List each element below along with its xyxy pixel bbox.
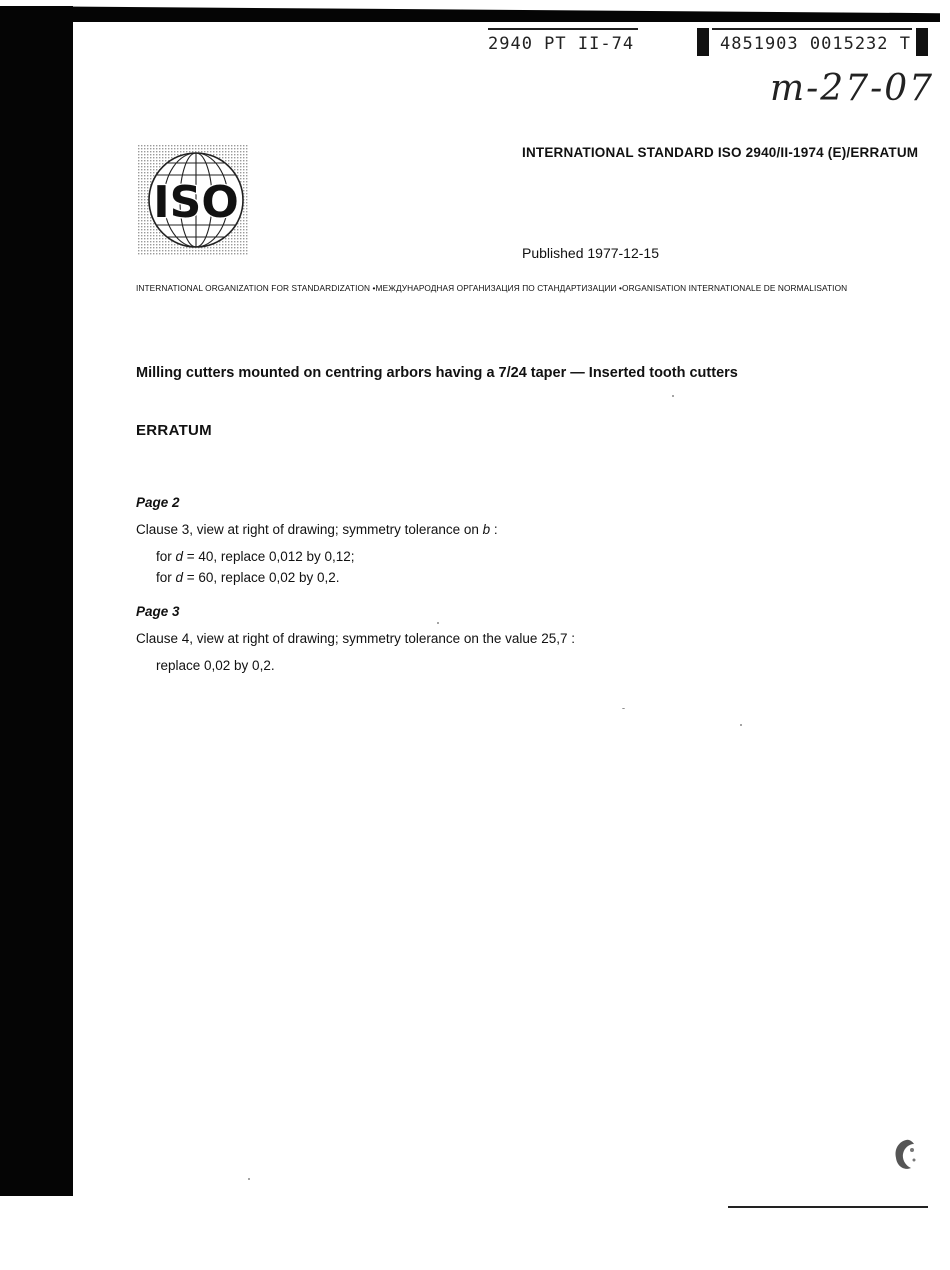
organization-line: INTERNATIONAL ORGANIZATION FOR STANDARDIZATION •МЕЖДУНАРОДНАЯ ОРГАНИЗАЦИЯ ПО СТАНДАРТИЗАЦИИ •ORGANISATION INTERNATIONALE DE NORMALISATION: [136, 283, 848, 293]
scan-border-left: [0, 6, 73, 1196]
barcode-mark-right: [916, 28, 928, 56]
correction-line-2: for d = 60, replace 0,02 by 0,2.: [156, 570, 340, 585]
bottom-rule: [728, 1206, 928, 1208]
iso-logo: [138, 145, 248, 255]
barcode-mark-left: [697, 28, 709, 56]
document-code-right: 4851903 0015232 T: [720, 34, 911, 54]
handwritten-note: m-27-07: [770, 68, 935, 109]
speck: [672, 395, 674, 397]
page-3-label: Page 3: [136, 604, 180, 619]
code-rule-left: [488, 28, 638, 30]
ink-blot: [892, 1138, 918, 1177]
clause-4-text: Clause 4, view at right of drawing; symmetry tolerance on the value 25,7 :: [136, 631, 575, 646]
document-title: Milling cutters mounted on centring arbors having a 7/24 taper — Inserted tooth cutters: [136, 365, 738, 381]
standard-title: INTERNATIONAL STANDARD ISO 2940/II-1974 (E)/ERRATUM: [522, 145, 919, 160]
speck: [622, 708, 625, 709]
speck: [740, 724, 742, 726]
published-date: Published 1977-12-15: [522, 245, 659, 261]
iso-logo-text: ISO: [153, 177, 239, 228]
page-2-label: Page 2: [136, 495, 180, 510]
clause-3-text: Clause 3, view at right of drawing; symmetry tolerance on b :: [136, 522, 498, 537]
correction-line-1: for d = 40, replace 0,012 by 0,12;: [156, 549, 355, 564]
correction-line-3: replace 0,02 by 0,2.: [156, 658, 275, 673]
document-code-left: 2940 PT II-74: [488, 34, 635, 54]
erratum-heading: ERRATUM: [136, 422, 212, 439]
code-rule-right: [712, 28, 912, 30]
speck: [437, 622, 439, 624]
speck: [248, 1178, 250, 1180]
